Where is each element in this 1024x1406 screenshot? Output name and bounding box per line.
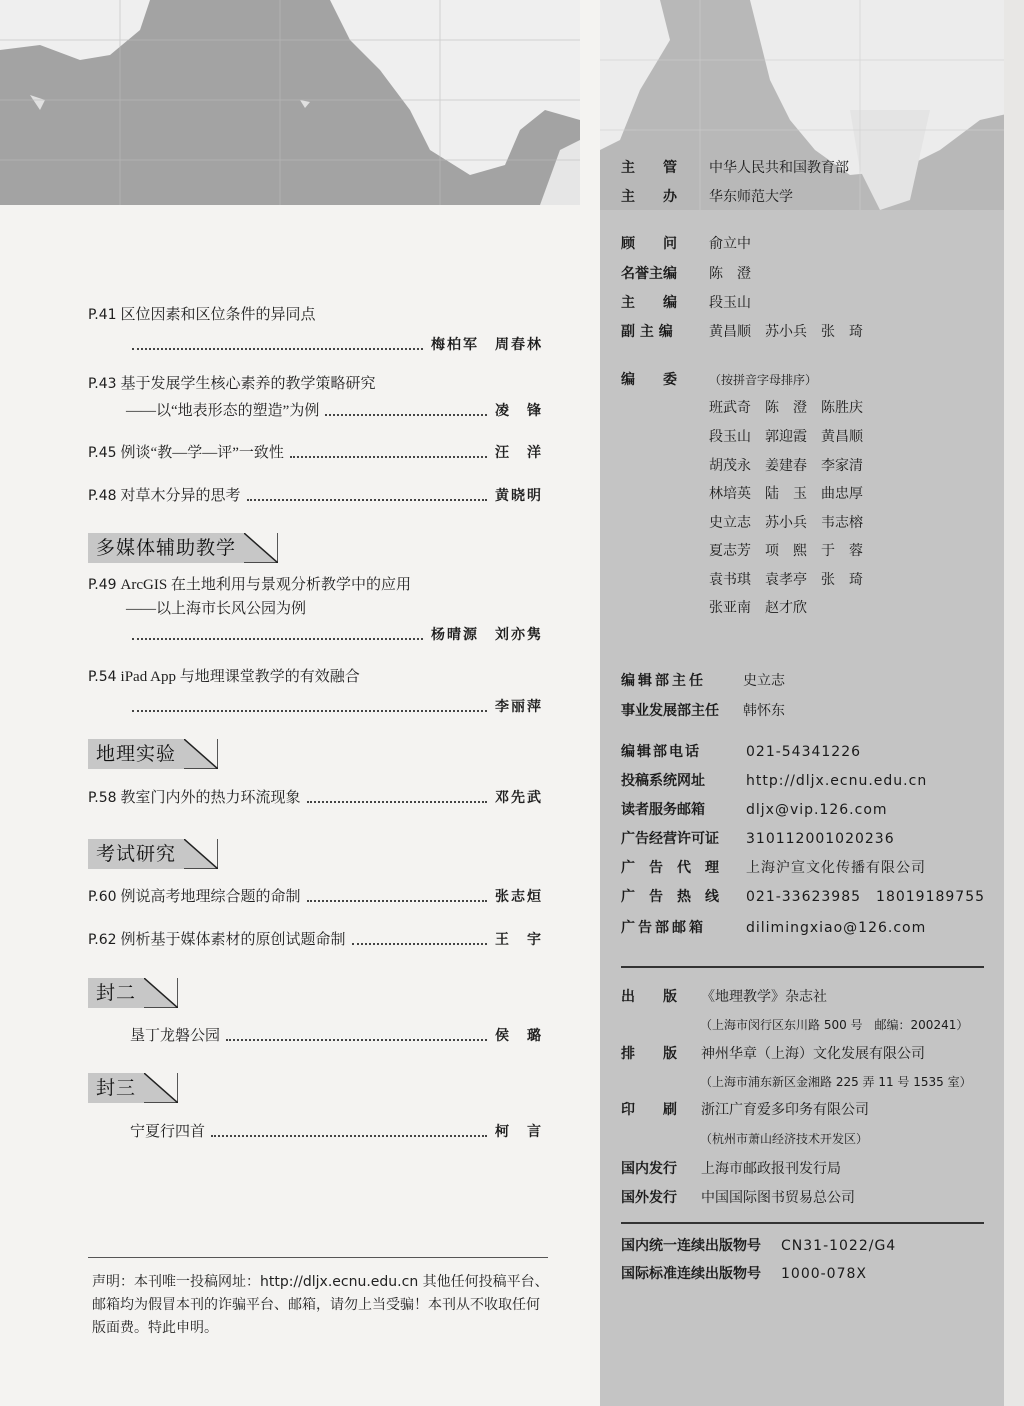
toc-entry[interactable] [88, 484, 543, 506]
masthead-label: 读者服务邮箱 [621, 802, 705, 818]
toc-page: P.62 [88, 932, 117, 948]
masthead-label: 副 主 编 [621, 324, 673, 340]
masthead-label: 主 编 [621, 295, 677, 311]
dot-leader [132, 638, 423, 640]
map-pacific-icon [0, 0, 580, 205]
masthead-divider [621, 966, 984, 968]
masthead-supervisor [621, 158, 849, 178]
masthead-label: 出 版 [621, 989, 677, 1005]
toc-title: 垦丁龙磐公园 [130, 1028, 221, 1044]
masthead-value: 段玉山 [709, 295, 751, 311]
masthead-label: 投稿系统网址 [621, 773, 705, 789]
masthead-submission [621, 771, 927, 791]
masthead-label: 主 管 [621, 160, 677, 176]
masthead-label: 名誉主编 [621, 266, 677, 282]
dot-leader [247, 499, 487, 501]
masthead-value: 021-54341226 [746, 744, 862, 760]
masthead-value: CN31-1022/G4 [781, 1238, 897, 1254]
masthead-value: 上海市邮政报刊发行局 [701, 1161, 841, 1177]
masthead-value: 1000-078X [781, 1266, 867, 1282]
masthead-committee-header [621, 370, 817, 390]
section-label: 封三 [88, 1073, 144, 1103]
masthead-value: 浙江广育爱多印务有限公司 [701, 1102, 869, 1118]
toc-entry[interactable] [88, 665, 543, 717]
masthead-label: 国外发行 [621, 1190, 677, 1206]
toc-page: P.49 [88, 577, 117, 593]
masthead-label: 国内发行 [621, 1161, 677, 1177]
dot-leader [307, 801, 487, 803]
masthead-deputy-editors [621, 322, 863, 342]
dot-leader [211, 1135, 487, 1137]
masthead-domestic [621, 1159, 841, 1179]
masthead-publisher [621, 987, 827, 1007]
toc-entry[interactable] [88, 573, 543, 645]
masthead-value[interactable]: dljx@vip.126.com [746, 802, 888, 818]
masthead-sponsor [621, 187, 793, 207]
committee-row: 胡茂永 姜建春 李家清 [709, 458, 863, 474]
masthead-value: 021-33623985 18019189755 [746, 889, 986, 905]
toc-entry[interactable] [88, 786, 543, 808]
dot-leader [132, 348, 423, 350]
toc-author: 张志烜 [495, 889, 543, 905]
masthead-overseas [621, 1188, 855, 1208]
dot-leader [290, 456, 487, 458]
masthead-ad-hotline [621, 887, 985, 907]
toc-page: P.54 [88, 669, 117, 685]
toc-title: ArcGIS 在土地利用与景观分析教学中的应用 [120, 577, 411, 593]
section-flag-icon [144, 978, 178, 1008]
toc-author: 侯 璐 [495, 1028, 543, 1044]
toc-page: P.60 [88, 889, 117, 905]
map-atlantic-icon [600, 0, 1024, 210]
masthead-ad-email [621, 918, 926, 938]
notice-text: 声明：本刊唯一投稿网址：http://dljx.ecnu.edu.cn 其他任何投稿平台、邮箱均为假冒本刊的诈骗平台、邮箱，请勿上当受骗！本刊从不收取任何版面费。特此申明。 [92, 1274, 549, 1336]
committee-row: 张亚南 赵才欣 [709, 600, 807, 616]
section-header-cover3 [88, 1073, 178, 1103]
masthead-label: 编 委 [621, 372, 677, 388]
toc-entry[interactable] [88, 1120, 543, 1142]
masthead-value[interactable]: dilimingxiao@126.com [746, 920, 927, 936]
section-flag-icon [184, 739, 218, 769]
toc-entry[interactable] [88, 303, 543, 355]
masthead-typesetting [621, 1044, 925, 1064]
committee-row: 班武奇 陈 澄 陈胜庆 [709, 400, 863, 416]
toc-author: 王 宇 [495, 932, 543, 948]
toc-entry[interactable] [88, 928, 543, 950]
toc-page: P.48 [88, 488, 117, 504]
section-flag-icon [244, 533, 278, 563]
world-map-left [0, 0, 580, 205]
masthead-value: 陈 澄 [709, 266, 751, 282]
masthead-value: 310112001020236 [746, 831, 895, 847]
dot-leader [226, 1039, 487, 1041]
masthead-advisor [621, 234, 751, 254]
section-flag-icon [184, 839, 218, 869]
masthead-dev-director [621, 701, 785, 721]
committee-row: 袁书琪 袁孝亭 张 琦 [709, 572, 863, 588]
masthead-label: 印 刷 [621, 1102, 677, 1118]
masthead-value: 上海沪宣文化传播有限公司 [746, 860, 926, 876]
masthead-address: （杭州市萧山经济技术开发区） [700, 1132, 869, 1146]
masthead-address: （上海市浦东新区金湘路 225 弄 11 号 1535 室） [700, 1075, 972, 1089]
masthead-label: 排 版 [621, 1046, 677, 1062]
masthead-value: 韩怀东 [743, 703, 785, 719]
notice-divider [88, 1257, 548, 1258]
masthead-label: 广 告 代 理 [621, 860, 719, 876]
toc-page: P.43 [88, 376, 117, 392]
toc-author: 汪 洋 [495, 445, 543, 461]
masthead-printing [621, 1100, 869, 1120]
masthead-value[interactable]: http://dljx.ecnu.edu.cn [746, 773, 928, 789]
dot-leader [132, 710, 487, 712]
toc-author: 凌 锋 [495, 403, 543, 419]
masthead-label: 广告经营许可证 [621, 831, 719, 847]
toc-entry[interactable] [88, 885, 543, 907]
toc-title: 区位因素和区位条件的异同点 [120, 307, 316, 323]
toc-author: 梅柏军 周春林 [431, 337, 543, 353]
committee-note: （按拼音字母排序） [709, 373, 818, 387]
dot-leader [307, 900, 487, 902]
masthead-honorary-editor [621, 264, 751, 284]
masthead-label: 国际标准连续出版物号 [621, 1266, 761, 1282]
toc-subtitle: ——以上海市长风公园为例 [126, 601, 307, 617]
masthead-issn [621, 1264, 867, 1284]
masthead-value: 史立志 [743, 673, 785, 689]
masthead-label: 顾 问 [621, 236, 677, 252]
masthead-label: 编辑部主任 [621, 673, 706, 689]
masthead-phone [621, 742, 861, 762]
dot-leader [352, 943, 487, 945]
toc-page: P.41 [88, 307, 117, 323]
section-header-multimedia [88, 533, 278, 563]
masthead-value: 俞立中 [709, 236, 751, 252]
toc-title: 例说高考地理综合题的命制 [120, 889, 301, 905]
committee-row: 段玉山 郭迎霞 黄昌顺 [709, 429, 863, 445]
toc-title: iPad App 与地理课堂教学的有效融合 [120, 669, 360, 685]
masthead-value: 神州华章（上海）文化发展有限公司 [701, 1046, 925, 1062]
masthead-ad-agent [621, 858, 926, 878]
toc-author: 黄晓明 [495, 488, 543, 504]
section-flag-icon [144, 1073, 178, 1103]
section-header-cover2 [88, 978, 178, 1008]
masthead-label: 广告部邮箱 [621, 920, 706, 936]
masthead-reader-email [621, 800, 888, 820]
toc-title: 教室门内外的热力环流现象 [120, 790, 301, 806]
toc-title: 基于发展学生核心素养的教学策略研究 [120, 376, 376, 392]
section-header-exam [88, 839, 218, 869]
masthead-value: 《地理教学》杂志社 [701, 989, 827, 1005]
section-label: 封二 [88, 978, 144, 1008]
section-header-experiment [88, 739, 218, 769]
masthead-ad-license [621, 829, 895, 849]
masthead-label: 编辑部电话 [621, 744, 701, 760]
toc-author: 李丽萍 [495, 699, 543, 715]
masthead-label: 广 告 热 线 [621, 889, 719, 905]
toc-subtitle: ——以“地表形态的塑造”为例 [126, 403, 320, 419]
committee-row: 夏志芳 项 熙 于 蓉 [709, 543, 863, 559]
toc-title: 宁夏行四首 [130, 1124, 206, 1140]
masthead-office-director [621, 671, 785, 691]
masthead-value: 黄昌顺 苏小兵 张 琦 [709, 324, 863, 340]
toc-page: P.45 [88, 445, 117, 461]
toc-title: 例谈“教—学—评”一致性 [120, 445, 284, 461]
masthead-label: 国内统一连续出版物号 [621, 1238, 761, 1254]
masthead-value: 中华人民共和国教育部 [709, 160, 849, 176]
masthead-label: 事业发展部主任 [621, 703, 719, 719]
section-label: 考试研究 [88, 839, 184, 869]
masthead-divider [621, 1222, 984, 1224]
masthead-address: （上海市闵行区东川路 500 号 邮编：200241） [700, 1018, 969, 1032]
masthead-value: 华东师范大学 [709, 189, 793, 205]
section-label: 地理实验 [88, 739, 184, 769]
committee-row: 林培英 陆 玉 曲忠厚 [709, 486, 863, 502]
toc-entry[interactable] [88, 372, 543, 421]
committee-row: 史立志 苏小兵 韦志榕 [709, 515, 863, 531]
section-label: 多媒体辅助教学 [88, 533, 244, 563]
masthead-cn-number [621, 1236, 896, 1256]
page-edge [1004, 0, 1024, 1406]
toc-author: 柯 言 [495, 1124, 543, 1140]
masthead-value: 中国国际图书贸易总公司 [701, 1190, 855, 1206]
toc-author: 杨晴源 刘亦隽 [431, 627, 543, 643]
dot-leader [325, 414, 487, 416]
toc-author: 邓先武 [495, 790, 543, 806]
toc-page: P.58 [88, 790, 117, 806]
toc-entry[interactable] [88, 1024, 543, 1046]
toc-entry[interactable] [88, 441, 543, 463]
masthead-label: 主 办 [621, 189, 677, 205]
toc-title: 例析基于媒体素材的原创试题命制 [120, 932, 346, 948]
toc-title: 对草木分异的思考 [120, 488, 241, 504]
masthead-editor-in-chief [621, 293, 751, 313]
